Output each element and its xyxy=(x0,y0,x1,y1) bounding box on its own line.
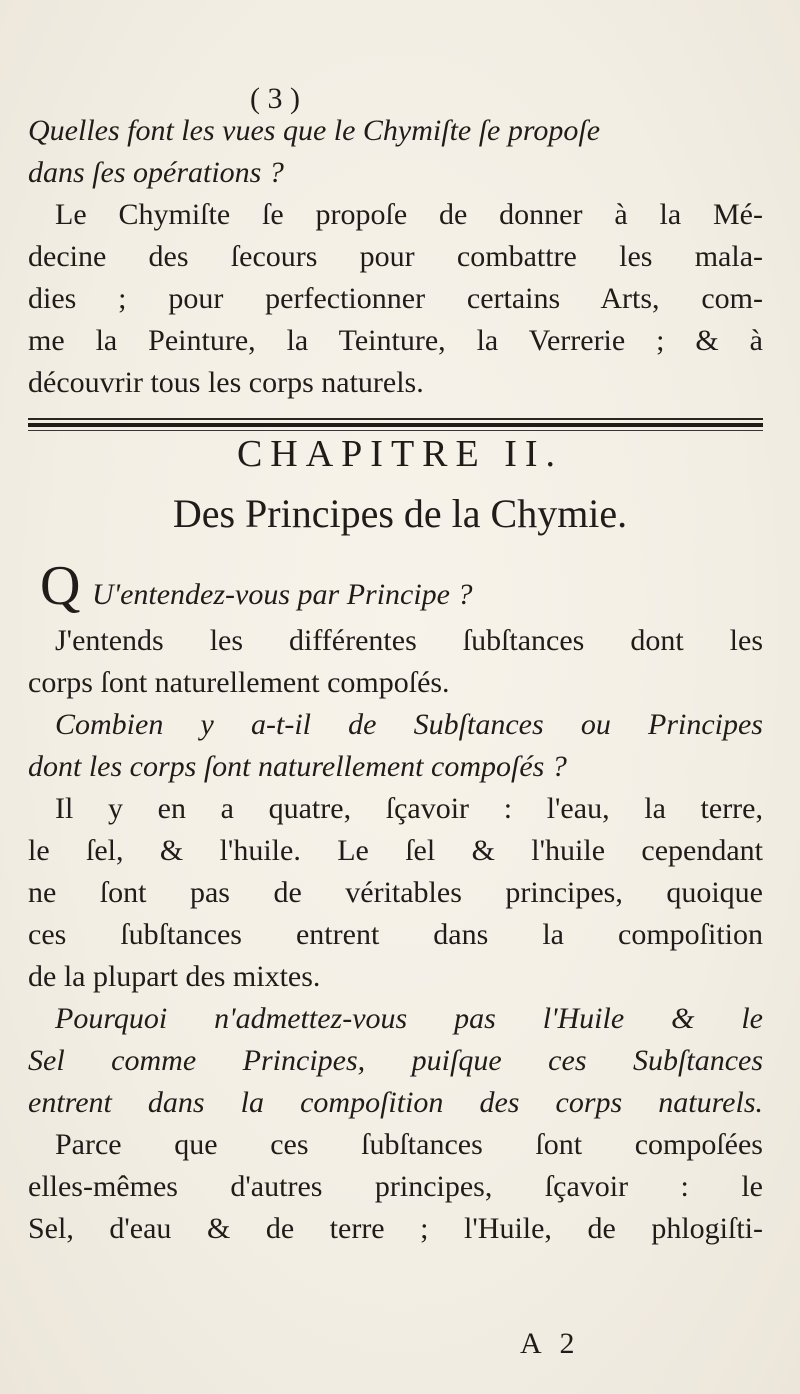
answer-line-5: découvrir tous les corps naturels. xyxy=(28,366,424,399)
body-line-3: Combien y a-t-il de Subſtances ou Principes xyxy=(55,708,763,741)
body-line-13: Parce que ces ſubſtances ſont compoſées xyxy=(55,1128,763,1161)
chapter-title: Des Principes de la Chymie. xyxy=(172,491,628,536)
body-line-2: corps ſont naturellement compoſés. xyxy=(28,666,450,699)
body-line-8: ces ſubſtances entrent dans la compoſition xyxy=(28,918,763,951)
question-first-line: U'entendez-vous par Principe ? xyxy=(92,578,473,611)
body-line-4: dont les corps ſont naturellement compoſés ? xyxy=(28,750,567,783)
drop-cap: Q xyxy=(40,555,81,617)
body-line-7: ne ſont pas de véritables principes, quoique xyxy=(28,876,763,909)
page-number: ( 3 ) xyxy=(250,82,300,115)
body-line-10: Pourquoi n'admettez-vous pas l'Huile & le xyxy=(55,1002,763,1035)
answer-line-1: Le Chymiſte ſe propoſe de donner à la Mé- xyxy=(55,198,763,231)
chapter-heading: CHAPITRE II. xyxy=(236,433,564,475)
body-line-11: Sel comme Principes, puiſque ces Subſtances xyxy=(28,1044,763,1077)
body-line-14: elles-mêmes d'autres principes, ſçavoir : le xyxy=(28,1170,763,1203)
body-line-6: le ſel, & l'huile. Le ſel & l'huile cependant xyxy=(28,834,763,867)
question-line-2: dans ſes opérations ? xyxy=(28,156,284,189)
question-line-1: Quelles font les vues que le Chymiſte ſe propoſe xyxy=(28,114,601,147)
body-line-15: Sel, d'eau & de terre ; l'Huile, de phlogiſti- xyxy=(28,1212,763,1245)
answer-line-2: decine des ſecours pour combattre les mala- xyxy=(28,240,763,273)
body-line-12: entrent dans la compoſition des corps naturels. xyxy=(28,1086,763,1119)
body-line-1: J'entends les différentes ſubſtances dont les xyxy=(55,624,763,657)
signature-mark: A 2 xyxy=(520,1327,581,1360)
answer-line-3: dies ; pour perfectionner certains Arts, com- xyxy=(28,282,763,315)
answer-line-4: me la Peinture, la Teinture, la Verrerie ; & à xyxy=(28,324,763,357)
body-line-9: de la plupart des mixtes. xyxy=(28,960,321,993)
body-line-5: Il y en a quatre, ſçavoir : l'eau, la terre, xyxy=(55,792,763,825)
